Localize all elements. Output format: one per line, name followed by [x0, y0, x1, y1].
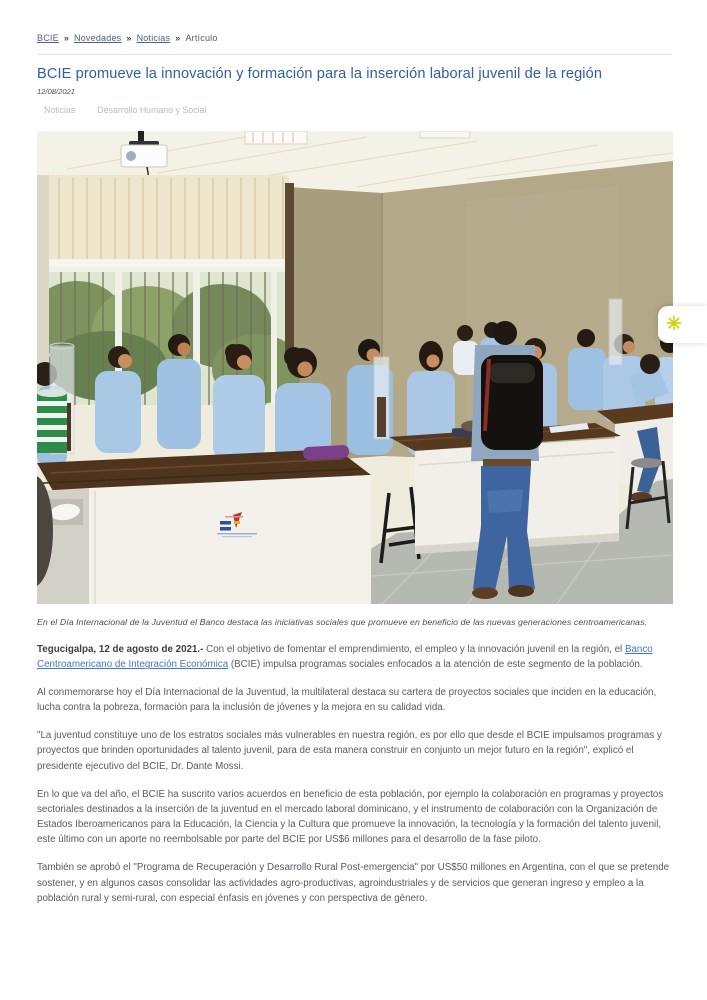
- pencil-case: [303, 445, 350, 460]
- paragraph-5: También se aprobó el "Programa de Recuperación y Desarrollo Rural Post-emergencia" por US$50 millones en Argentina, con el que se pretende sostener, y en algunos casos consolidar las actividades agro-productivas, agroindustriales y de servicios que generan ingreso y empleo a la población rural y semi-rural, con especial énfasis en jóvenes y con perspectiva de género.: [37, 862, 670, 904]
- breadcrumb-link-bcie[interactable]: BCIE: [37, 33, 59, 43]
- paragraph-1-text: Con el objetivo de fomentar el emprendimiento, el empleo y la innovación juvenil en la región, el: [203, 644, 625, 655]
- dateline: Tegucigalpa, 12 de agosto de 2021.-: [37, 644, 204, 655]
- lab-table-left: [37, 445, 371, 604]
- breadcrumb: [37, 33, 672, 43]
- breadcrumb-current: Artículo: [185, 33, 218, 43]
- tag-desarrollo-humano[interactable]: Desarrollo Humano y Social: [97, 105, 207, 115]
- article-photo: [37, 131, 673, 604]
- breadcrumb-separator: »: [126, 33, 132, 43]
- breadcrumb-link-noticias[interactable]: Noticias: [136, 33, 171, 43]
- tag-noticias[interactable]: Noticias: [44, 105, 76, 115]
- classroom-photo-illustration: [37, 131, 673, 604]
- article-tags: [37, 105, 672, 115]
- paragraph-2: Al conmemorarse hoy el Día Internacional de la Juventud, la multilateral destaca su cartera de proyectos sociales que inciden en la educación, lucha contra la pobreza, formación para la inclusión de jóvenes y la mejora en su calidad vida.: [37, 687, 657, 714]
- paragraph-1: [37, 642, 672, 673]
- paragraph-1-text: (BCIE) impulsa programas sociales enfocados a la atención de este segmento de la población.: [228, 659, 643, 671]
- article-date: 12/08/2021: [37, 87, 76, 96]
- paragraph-4: En lo que va del año, el BCIE ha suscrito varios acuerdos en beneficio de esta población, por ejemplo la colaboración en programas y proyectos sectoriales destinados a la inserción de la juventud en el mercado laboral dominicano, y el instrumento de colaboración con la Organización de Estados Iberoamericanos para la Educación, la Ciencia y la Cultura que promueve la innovación, la tecnología y la formación del talento juvenil, este último con un aporte no reembolsable por parte del BCIE por US$6 millones para el desarrollo de la fase piloto.: [37, 788, 664, 846]
- bcie-link[interactable]: Banco Centroamericano de Integración Económica: [37, 644, 653, 671]
- article-body: [37, 642, 672, 906]
- accessibility-widget-button[interactable]: [658, 306, 707, 343]
- paragraph-3: "La juventud constituye uno de los estratos sociales más vulnerables en nuestra región, es por ello que desde el BCIE impulsamos programas y proyectos que brinden oportunidades al talento juvenil, para de esta manera construir en conjunto un mejor futuro en la región", explicó el presidente ejecutivo del BCIE, Dr. Dante Mossi.: [37, 730, 662, 772]
- graduated-cylinder: [609, 299, 622, 365]
- breadcrumb-separator: »: [63, 33, 70, 43]
- accessibility-asterisk-icon: ✳: [666, 314, 682, 335]
- page-title: BCIE promueve la innovación y formación para la inserción laboral juvenil de la región: [37, 66, 603, 82]
- photo-caption: En el Día Internacional de la Juventud el Banco destaca las iniciativas sociales que promueve en beneficio de las nuevas generaciones centroamericanas.: [37, 617, 648, 627]
- breadcrumb-link-novedades[interactable]: Novedades: [74, 33, 122, 43]
- breadcrumb-separator: »: [175, 33, 181, 43]
- breadcrumb-divider: [37, 54, 672, 55]
